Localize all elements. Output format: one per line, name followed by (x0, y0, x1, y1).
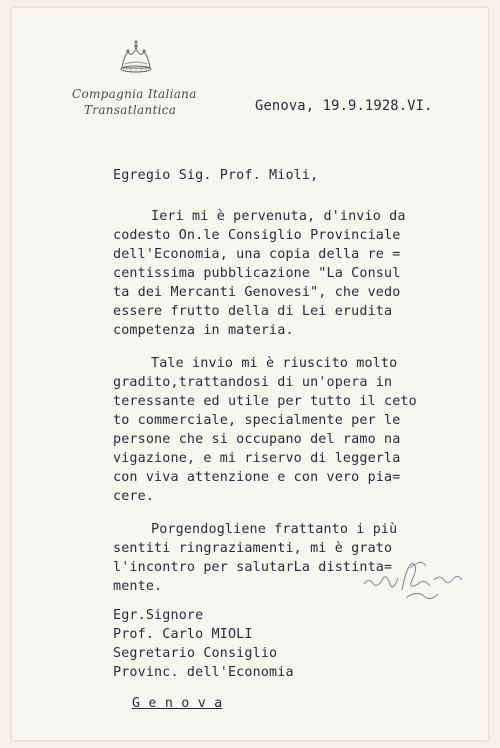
letter-date: Genova, 19.9.1928.VI. (255, 98, 433, 114)
paragraph-1-line: Ieri mi è pervenuta, d'invio da (151, 209, 406, 224)
recipient-city: G e n o v a (132, 696, 223, 711)
company-line-1: Compagnia Italiana (72, 87, 197, 101)
company-line-2: Transatlantica (84, 103, 177, 117)
recipient-line: Egr.Signore (113, 608, 204, 623)
salutation: Egregio Sig. Prof. Mioli, (113, 168, 319, 183)
recipient-line: Segretario Consiglio (113, 646, 278, 661)
paragraph-1-line: essere frutto della di Lei erudita (113, 304, 393, 319)
crown-icon (116, 38, 156, 76)
paragraph-2-line: to commerciale, specialmente per le (113, 413, 401, 428)
paragraph-1-line: centissima pubblicazione "La Consul (113, 266, 401, 281)
paragraph-3-line: l'incontro per salutarLa distinta= (113, 560, 393, 575)
paragraph-2-line: teressante ed utile per tutto il ceto (113, 394, 417, 409)
paragraph-3-line: sentiti ringraziamenti, mi è grato (113, 541, 393, 556)
paragraph-2-line: Tale invio mi è riuscito molto (151, 356, 398, 371)
paragraph-2-line: con viva attenzione e con vero pia= (113, 470, 401, 485)
paragraph-2-line: cere. (113, 489, 155, 504)
recipient-line: Provinc. dell'Economia (113, 665, 294, 680)
company-name (72, 86, 197, 118)
paragraph-1-line: competenza in materia. (113, 323, 294, 338)
paragraph-2-line: gradito,trattandosi di un'opera in (113, 375, 393, 390)
recipient-name: Prof. Carlo MIOLI (113, 627, 253, 642)
paragraph-2-line: persone che si occupano del ramo na (113, 432, 401, 447)
handwritten-signature (360, 550, 480, 610)
paragraph-2-line: vigazione, e mi riservo di leggerla (113, 451, 401, 466)
paragraph-1-line: ta dei Mercanti Genovesi", che vedo (113, 285, 401, 300)
paragraph-3-line: mente. (113, 579, 163, 594)
letter-page (12, 8, 488, 740)
paragraph-1-line: codesto On.le Consiglio Provinciale (113, 228, 401, 243)
paragraph-3-line: Porgendogliene frattanto i più (151, 522, 398, 537)
paragraph-1-line: dell'Economia, una copia della re = (113, 247, 401, 262)
